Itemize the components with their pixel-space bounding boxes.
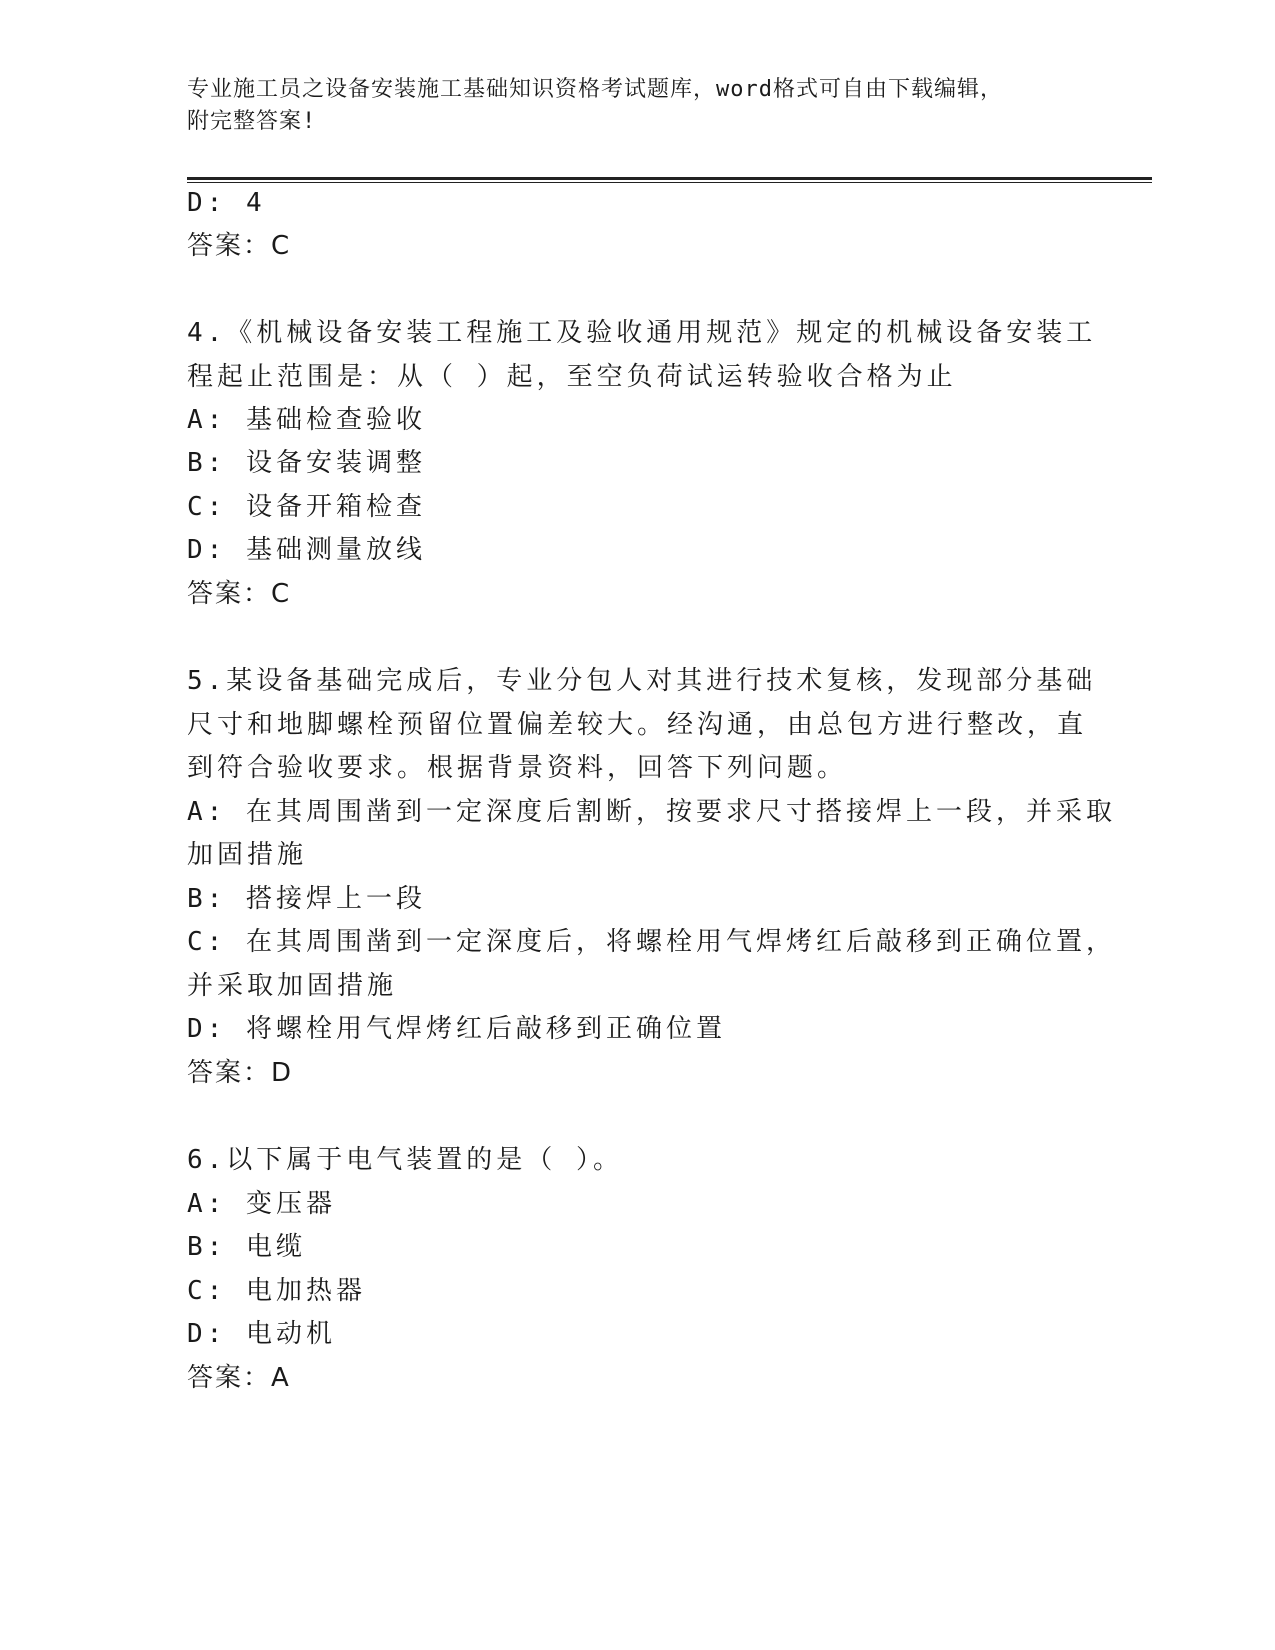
q6-option-b: B: 电缆	[187, 1232, 306, 1262]
q4-option-c: C: 设备开箱检查	[187, 492, 426, 522]
q6-answer: 答案：A	[187, 1363, 291, 1393]
q5-option-c-line-1: C: 在其周围凿到一定深度后，将螺栓用气焊烤红后敲移到正确位置，	[187, 927, 1116, 957]
carryover-option-d: D: 4	[187, 188, 266, 218]
q5-stem-line-3: 到符合验收要求。根据背景资料，回答下列问题。	[187, 753, 848, 783]
q5-answer: 答案：D	[187, 1058, 294, 1088]
q4-stem-line-2: 程起止范围是：从（ ）起，至空负荷试运转验收合格为止	[187, 362, 957, 392]
carryover-answer: 答案：C	[187, 231, 292, 261]
header-line-1: 专业施工员之设备安装施工基础知识资格考试题库，word格式可自由下载编辑，	[187, 77, 1003, 102]
q4-option-a: A: 基础检查验收	[187, 405, 426, 435]
q6-option-a: A: 变压器	[187, 1189, 336, 1219]
header-divider-thick	[187, 177, 1152, 180]
header-divider-thin	[187, 182, 1152, 183]
q5-option-a-line-2: 加固措施	[187, 840, 308, 870]
q4-option-b: B: 设备安装调整	[187, 448, 426, 478]
q5-stem-line-2: 尺寸和地脚螺栓预留位置偏差较大。经沟通，由总包方进行整改，直	[187, 710, 1088, 740]
q6-option-d: D: 电动机	[187, 1319, 336, 1349]
header-line-2: 附完整答案!	[187, 109, 317, 134]
q5-stem-line-1: 5.某设备基础完成后，专业分包人对其进行技术复核，发现部分基础	[187, 666, 1097, 696]
q5-option-b: B: 搭接焊上一段	[187, 884, 426, 914]
q4-option-d: D: 基础测量放线	[187, 535, 426, 565]
q6-stem-line-1: 6.以下属于电气装置的是（ ）。	[187, 1145, 623, 1175]
q5-option-d: D: 将螺栓用气焊烤红后敲移到正确位置	[187, 1014, 726, 1044]
q4-stem-line-1: 4.《机械设备安装工程施工及验收通用规范》规定的机械设备安装工	[187, 318, 1097, 348]
q5-option-a-line-1: A: 在其周围凿到一定深度后割断，按要求尺寸搭接焊上一段，并采取	[187, 797, 1116, 827]
q6-option-c: C: 电加热器	[187, 1276, 366, 1306]
q4-answer: 答案：C	[187, 579, 292, 609]
page-header	[187, 74, 1047, 138]
q5-option-c-line-2: 并采取加固措施	[187, 971, 398, 1001]
